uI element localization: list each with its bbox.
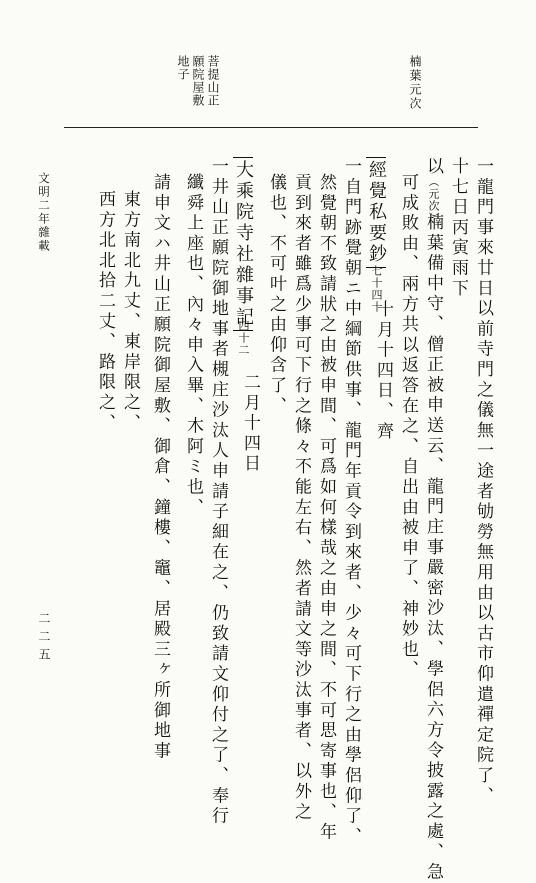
text-column: 纖舜上座也、內々申入畢、木阿ミ也、 xyxy=(183,173,203,519)
source-citation: 大乘院寺社雜事記 xyxy=(233,157,253,331)
text-column: 十七日丙寅雨下 xyxy=(448,157,468,300)
text-column: 二月十四日 xyxy=(240,373,260,475)
annotation-note: 七十四十 xyxy=(370,265,383,313)
text-column: 一自門跡覺朝ニ中綱節供事、龍門年貢令到來者、少々可下行之由學侶仰了、 xyxy=(341,157,361,848)
text-column: 楠葉備中守、僧正被申送云、龍門庄事嚴密沙汰、學侶六方令披露之處、急 xyxy=(423,213,443,883)
text-column: 然覺朝不致請狀之由被申間、可爲如何樣哉之由申之間、不可思寄事也、年 xyxy=(316,173,336,843)
source-citation: 經覺私要鈔 xyxy=(366,157,386,268)
text-column: 可成敗由、兩方共以返答在之、自出由被申了、神妙也、 xyxy=(398,173,418,681)
header-rule xyxy=(64,127,478,128)
running-header-right: 楠葉元次 xyxy=(408,55,422,111)
text-column: 以 xyxy=(423,157,443,178)
text-column: 請申文ハ井山正願院御屋敷、御倉、鐘樓、竈、居殿三ヶ所御地事 xyxy=(150,173,170,762)
margin-title: 文明二年雜載 xyxy=(37,172,51,253)
page-number: 二二五 xyxy=(37,612,51,666)
text-column: 一龍門事來廿日以前寺門之儀無一途者劬勞無用由以古市仰遣禪定院了、 xyxy=(473,157,493,807)
text-column: 西方北北拾二丈、路限之、 xyxy=(95,190,115,434)
annotation-note: 四十二 xyxy=(237,320,250,356)
text-column: 東方南北九丈、東岸限之、 xyxy=(120,190,140,434)
running-header-left: 菩提山正願院屋敷地子 xyxy=(176,55,220,107)
annotation-note: （元次） xyxy=(427,176,440,224)
text-column: 貢到來者雖爲少事可下行之條々不能左右、然者請文等沙汰事者、以外之 xyxy=(291,173,311,823)
text-column: 十月十四日、齊 xyxy=(373,300,393,443)
text-column: 一井山正願院御地事者槻庄沙汰人申請子細在之、仍致請文仰付之了、奉行 xyxy=(208,157,228,827)
text-column: 儀也、不可叶之由仰含了、 xyxy=(266,173,286,417)
